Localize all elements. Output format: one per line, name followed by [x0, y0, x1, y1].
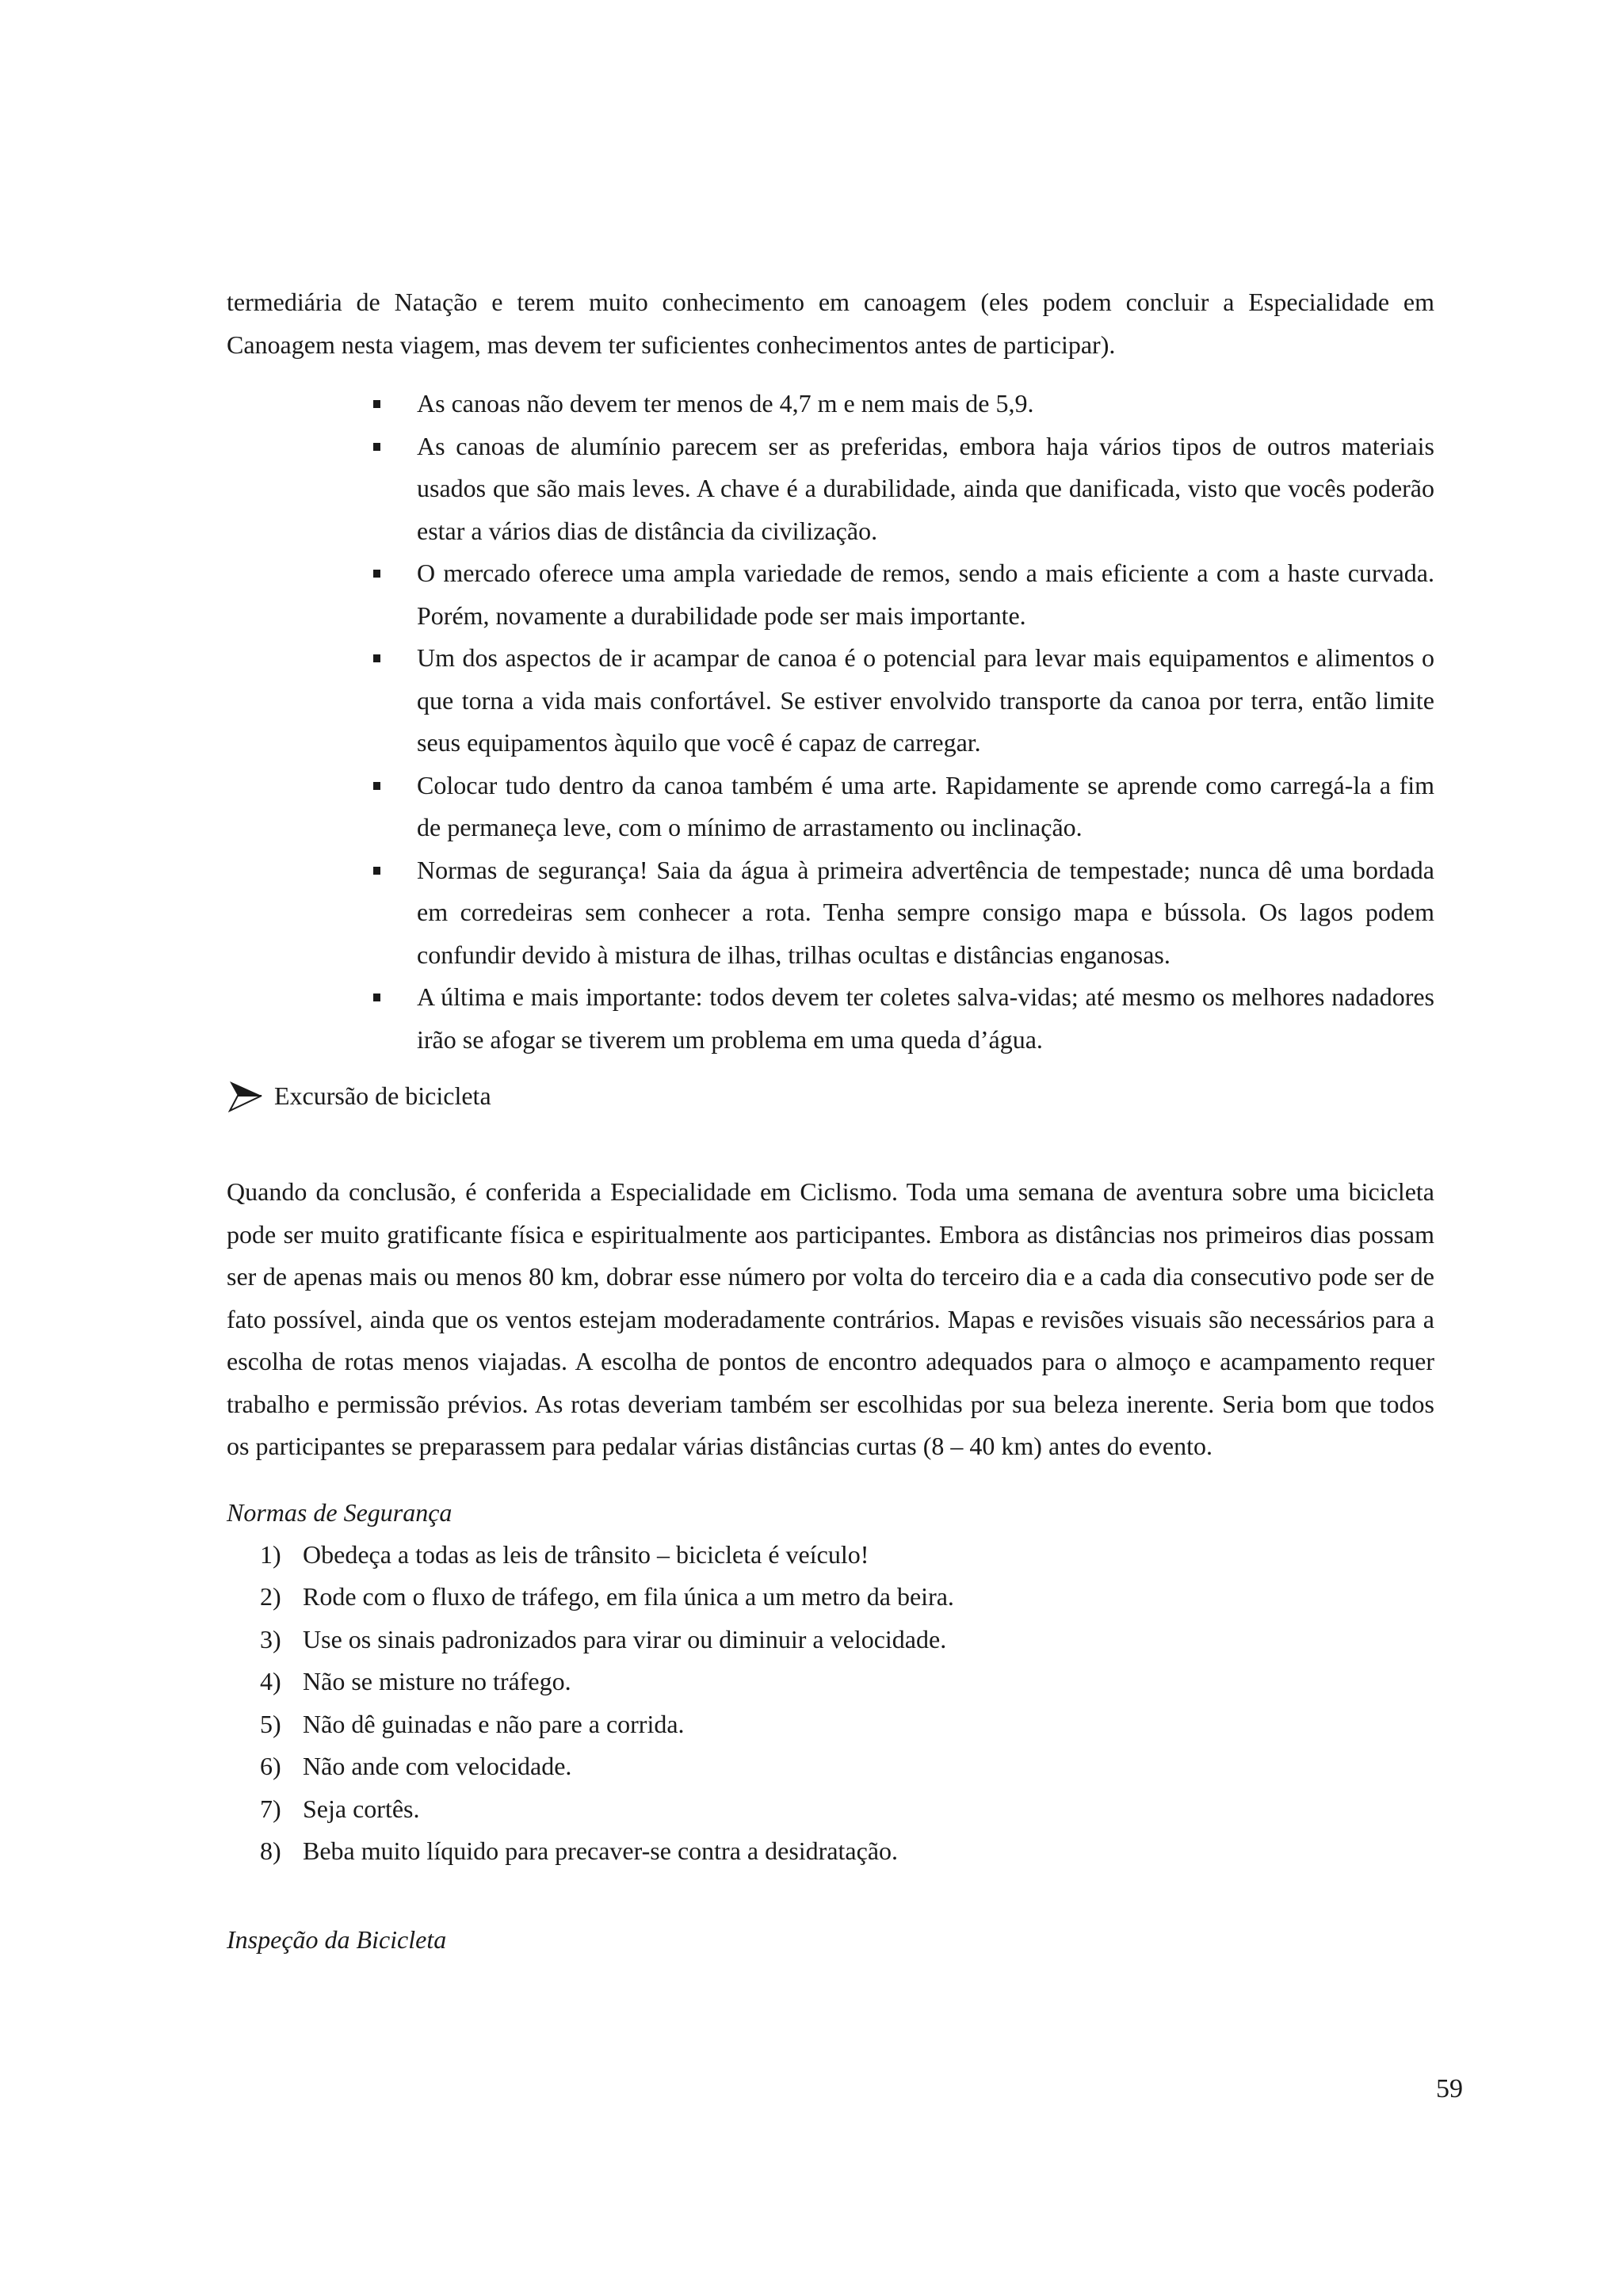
- section-heading-bike-trip: [227, 1075, 1434, 1117]
- safety-rules-heading: Normas de Segurança: [227, 1497, 453, 1527]
- list-item-text: Obedeça a todas as leis de trânsito – bicicleta é veículo!: [303, 1539, 869, 1569]
- item-number: 6): [260, 1752, 281, 1780]
- list-item: [260, 1788, 1434, 1831]
- list-item-text: Normas de segurança! Saia da água à primeira advertência de tempestade; nunca dê uma bordada em corredeiras sem conhecer a rota. Tenha sempre consigo mapa e bússola. Os lagos podem confundir devido à mistura de ilhas, trilhas ocultas e distâncias enganosas.: [417, 855, 1434, 969]
- list-item: [260, 1703, 1434, 1746]
- spacer: [227, 1117, 1434, 1171]
- item-number: 4): [260, 1667, 281, 1695]
- list-item-text: Um dos aspectos de ir acampar de canoa é o potencial para levar mais equipamentos e alimentos o que torna a vida mais confortável. Se estiver envolvido transporte da canoa por terra, então limite seus equipamentos àquilo que você é capaz de carregar.: [417, 643, 1434, 757]
- list-item: [417, 849, 1434, 977]
- square-bullet-icon: [373, 443, 380, 451]
- list-item: [260, 1745, 1434, 1788]
- list-item: [260, 1619, 1434, 1661]
- list-item-text: Rode com o fluxo de tráfego, em fila única a um metro da beira.: [303, 1582, 954, 1611]
- list-item-text: Não ande com velocidade.: [303, 1752, 572, 1780]
- list-item-text: Beba muito líquido para precaver-se contra a desidratação.: [303, 1836, 899, 1865]
- list-item-text: As canoas não devem ter menos de 4,7 m e nem mais de 5,9.: [417, 389, 1034, 418]
- intro-paragraph: termediária de Natação e terem muito conhecimento em canoagem (eles podem concluir a Especialidade em Canoagem nesta viagem, mas devem ter suficientes conhecimentos antes de participar).: [227, 288, 1434, 359]
- list-item-text: Não se misture no tráfego.: [303, 1667, 571, 1695]
- list-item: [417, 552, 1434, 637]
- list-item: [417, 637, 1434, 765]
- list-item: [417, 765, 1434, 849]
- canoe-tips-list: [227, 383, 1434, 1061]
- list-item-text: As canoas de alumínio parecem ser as preferidas, embora haja vários tipos de outros materiais usados que são mais leves. A chave é a durabilidade, ainda que danificada, visto que vocês poderão estar a vários dias de distância da civilização.: [417, 431, 1434, 545]
- inspection-heading: Inspeção da Bicicleta: [227, 1924, 447, 1954]
- square-bullet-icon: [373, 867, 380, 875]
- square-bullet-icon: [373, 654, 380, 662]
- item-number: 1): [260, 1539, 281, 1569]
- item-number: 3): [260, 1624, 281, 1653]
- list-item-text: Seja cortês.: [303, 1794, 420, 1823]
- square-bullet-icon: [373, 782, 380, 790]
- item-number: 7): [260, 1794, 281, 1823]
- list-item: [260, 1534, 1434, 1577]
- list-item: [417, 425, 1434, 553]
- list-item-text: Use os sinais padronizados para virar ou diminuir a velocidade.: [303, 1624, 947, 1653]
- page-number: 59: [1436, 2074, 1463, 2103]
- list-item-text: O mercado oferece uma ampla variedade de remos, sendo a mais eficiente a com a haste curvada. Porém, novamente a durabilidade pode ser mais importante.: [417, 559, 1434, 630]
- safety-rules-list: [227, 1534, 1434, 1873]
- list-item-text: Colocar tudo dentro da canoa também é uma arte. Rapidamente se aprende como carregá-la a fim de permaneça leve, com o mínimo de arrastamento ou inclinação.: [417, 770, 1434, 841]
- list-item: [417, 383, 1434, 425]
- item-number: 2): [260, 1582, 281, 1611]
- bike-paragraph: Quando da conclusão, é conferida a Especialidade em Ciclismo. Toda uma semana de aventura sobre uma bicicleta pode ser muito gratificante física e espiritualmente aos participantes. Embora as distâncias nos primeiros dias possam ser de apenas mais ou menos 80 km, dobrar esse número por volta do terceiro dia e a cada dia consecutivo pode ser de fato possível, ainda que os ventos estejam moderadamente contrários. Mapas e revisões visuais são necessários para a escolha de rotas menos viajadas. A escolha de pontos de encontro adequados para o almoço e acampamento requer trabalho e permissão prévios. As rotas deveriam também ser escolhidas por sua beleza inerente. Seria bom que todos os participantes se preparassem para pedalar várias distâncias curtas (8 – 40 km) antes do evento.: [227, 1177, 1434, 1460]
- list-item: [417, 976, 1434, 1061]
- list-item-text: A última e mais importante: todos devem ter coletes salva-vidas; até mesmo os melhores nadadores irão se afogar se tiverem um problema em uma queda d’água.: [417, 982, 1434, 1054]
- square-bullet-icon: [373, 400, 380, 408]
- list-item: [260, 1830, 1434, 1873]
- square-bullet-icon: [373, 994, 380, 1001]
- item-number: 5): [260, 1709, 281, 1738]
- item-number: 8): [260, 1836, 281, 1865]
- page-content: [227, 281, 1434, 1961]
- arrow-bullet-icon: [228, 1079, 263, 1114]
- square-bullet-icon: [373, 570, 380, 578]
- list-item: [260, 1576, 1434, 1619]
- list-item-text: Não dê guinadas e não pare a corrida.: [303, 1709, 685, 1738]
- list-item: [260, 1661, 1434, 1703]
- section-heading-text: Excursão de bicicleta: [274, 1081, 491, 1110]
